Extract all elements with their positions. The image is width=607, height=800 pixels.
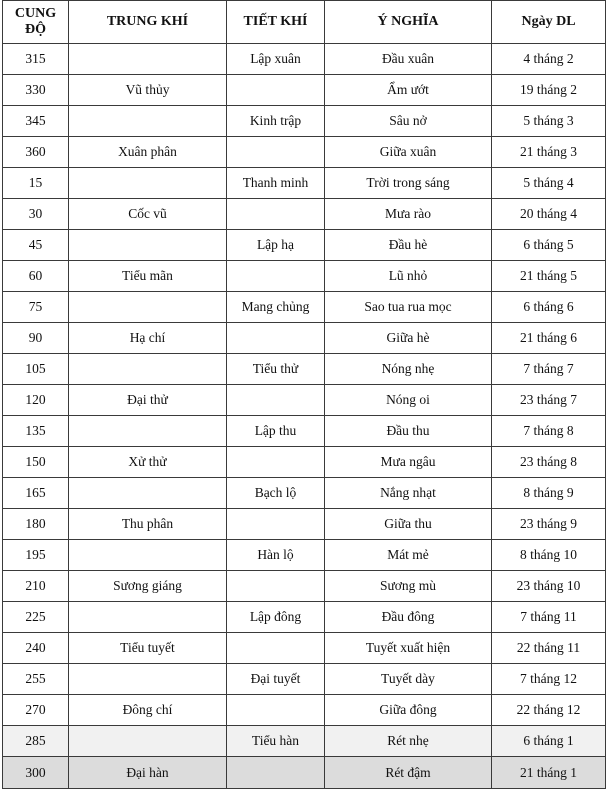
cell-meaning: Tuyết dày bbox=[325, 664, 492, 695]
cell-meaning: Đầu hè bbox=[325, 230, 492, 261]
cell-meaning: Lũ nhỏ bbox=[325, 261, 492, 292]
cell-trung-khi bbox=[69, 602, 227, 633]
cell-tiet-khi: Lập xuân bbox=[227, 44, 325, 75]
cell-tiet-khi bbox=[227, 447, 325, 478]
table-row bbox=[3, 44, 606, 75]
cell-tiet-khi: Thanh minh bbox=[227, 168, 325, 199]
cell-tiet-khi bbox=[227, 261, 325, 292]
cell-tiet-khi: Hàn lộ bbox=[227, 540, 325, 571]
table-row bbox=[3, 757, 606, 789]
table-row bbox=[3, 199, 606, 230]
cell-meaning: Tuyết xuất hiện bbox=[325, 633, 492, 664]
header-cung-do: CUNG ĐỘ bbox=[3, 1, 69, 44]
cell-meaning: Giữa hè bbox=[325, 323, 492, 354]
cell-trung-khi bbox=[69, 540, 227, 571]
cell-degree: 210 bbox=[3, 571, 69, 602]
cell-trung-khi bbox=[69, 354, 227, 385]
cell-date: 21 tháng 3 bbox=[492, 137, 606, 168]
cell-date: 19 tháng 2 bbox=[492, 75, 606, 106]
cell-meaning: Mát mẻ bbox=[325, 540, 492, 571]
cell-tiet-khi: Đại tuyết bbox=[227, 664, 325, 695]
cell-degree: 180 bbox=[3, 509, 69, 540]
cell-degree: 150 bbox=[3, 447, 69, 478]
table-row bbox=[3, 323, 606, 354]
cell-tiet-khi: Tiểu hàn bbox=[227, 726, 325, 757]
cell-trung-khi: Đại hàn bbox=[69, 757, 227, 789]
table-row bbox=[3, 292, 606, 323]
table-row bbox=[3, 447, 606, 478]
cell-tiet-khi bbox=[227, 75, 325, 106]
cell-meaning: Ẩm ướt bbox=[325, 75, 492, 106]
cell-meaning: Rét nhẹ bbox=[325, 726, 492, 757]
cell-date: 8 tháng 9 bbox=[492, 478, 606, 509]
cell-degree: 345 bbox=[3, 106, 69, 137]
cell-meaning: Đầu xuân bbox=[325, 44, 492, 75]
table-row bbox=[3, 75, 606, 106]
cell-trung-khi bbox=[69, 168, 227, 199]
table-row bbox=[3, 695, 606, 726]
cell-meaning: Đầu thu bbox=[325, 416, 492, 447]
header-trung-khi: TRUNG KHÍ bbox=[69, 1, 227, 44]
table-row bbox=[3, 354, 606, 385]
cell-meaning: Giữa xuân bbox=[325, 137, 492, 168]
cell-date: 7 tháng 7 bbox=[492, 354, 606, 385]
table-body bbox=[3, 44, 606, 789]
cell-degree: 240 bbox=[3, 633, 69, 664]
cell-trung-khi bbox=[69, 230, 227, 261]
cell-degree: 45 bbox=[3, 230, 69, 261]
table-row bbox=[3, 664, 606, 695]
cell-tiet-khi: Tiểu thử bbox=[227, 354, 325, 385]
cell-meaning: Nóng nhẹ bbox=[325, 354, 492, 385]
cell-trung-khi: Thu phân bbox=[69, 509, 227, 540]
cell-tiet-khi bbox=[227, 695, 325, 726]
cell-degree: 15 bbox=[3, 168, 69, 199]
cell-degree: 60 bbox=[3, 261, 69, 292]
cell-trung-khi: Hạ chí bbox=[69, 323, 227, 354]
cell-degree: 75 bbox=[3, 292, 69, 323]
cell-trung-khi bbox=[69, 292, 227, 323]
cell-tiet-khi bbox=[227, 323, 325, 354]
cell-meaning: Mưa ngâu bbox=[325, 447, 492, 478]
table-row bbox=[3, 106, 606, 137]
header-row bbox=[3, 1, 606, 44]
cell-tiet-khi: Lập thu bbox=[227, 416, 325, 447]
cell-degree: 360 bbox=[3, 137, 69, 168]
cell-degree: 105 bbox=[3, 354, 69, 385]
cell-date: 23 tháng 7 bbox=[492, 385, 606, 416]
header-y-nghia: Ý NGHĨA bbox=[325, 1, 492, 44]
cell-degree: 225 bbox=[3, 602, 69, 633]
cell-tiet-khi: Lập hạ bbox=[227, 230, 325, 261]
cell-date: 7 tháng 11 bbox=[492, 602, 606, 633]
cell-degree: 315 bbox=[3, 44, 69, 75]
cell-trung-khi: Xử thử bbox=[69, 447, 227, 478]
cell-meaning: Sao tua rua mọc bbox=[325, 292, 492, 323]
table-row bbox=[3, 726, 606, 757]
cell-tiet-khi bbox=[227, 633, 325, 664]
table-row bbox=[3, 137, 606, 168]
cell-meaning: Nắng nhạt bbox=[325, 478, 492, 509]
cell-degree: 30 bbox=[3, 199, 69, 230]
table-row bbox=[3, 633, 606, 664]
cell-trung-khi: Sương giáng bbox=[69, 571, 227, 602]
cell-meaning: Giữa thu bbox=[325, 509, 492, 540]
cell-meaning: Sâu nở bbox=[325, 106, 492, 137]
cell-tiet-khi bbox=[227, 137, 325, 168]
cell-trung-khi: Đông chí bbox=[69, 695, 227, 726]
cell-date: 22 tháng 12 bbox=[492, 695, 606, 726]
cell-trung-khi bbox=[69, 106, 227, 137]
cell-date: 23 tháng 9 bbox=[492, 509, 606, 540]
header-tiet-khi: TIẾT KHÍ bbox=[227, 1, 325, 44]
cell-trung-khi bbox=[69, 478, 227, 509]
cell-date: 23 tháng 8 bbox=[492, 447, 606, 478]
cell-trung-khi: Xuân phân bbox=[69, 137, 227, 168]
table-row bbox=[3, 571, 606, 602]
cell-tiet-khi bbox=[227, 571, 325, 602]
cell-date: 6 tháng 5 bbox=[492, 230, 606, 261]
cell-trung-khi: Đại thử bbox=[69, 385, 227, 416]
cell-degree: 195 bbox=[3, 540, 69, 571]
header-ngay-dl: Ngày DL bbox=[492, 1, 606, 44]
cell-trung-khi: Vũ thủy bbox=[69, 75, 227, 106]
cell-degree: 255 bbox=[3, 664, 69, 695]
table-row bbox=[3, 602, 606, 633]
table-row bbox=[3, 385, 606, 416]
cell-degree: 165 bbox=[3, 478, 69, 509]
cell-trung-khi bbox=[69, 726, 227, 757]
cell-degree: 285 bbox=[3, 726, 69, 757]
cell-date: 5 tháng 4 bbox=[492, 168, 606, 199]
cell-date: 21 tháng 1 bbox=[492, 757, 606, 789]
cell-trung-khi: Tiểu mãn bbox=[69, 261, 227, 292]
cell-date: 6 tháng 1 bbox=[492, 726, 606, 757]
cell-meaning: Rét đậm bbox=[325, 757, 492, 789]
cell-date: 6 tháng 6 bbox=[492, 292, 606, 323]
cell-trung-khi: Tiểu tuyết bbox=[69, 633, 227, 664]
cell-meaning: Giữa đông bbox=[325, 695, 492, 726]
cell-meaning: Đầu đông bbox=[325, 602, 492, 633]
cell-date: 4 tháng 2 bbox=[492, 44, 606, 75]
cell-date: 7 tháng 12 bbox=[492, 664, 606, 695]
solar-terms-table bbox=[2, 0, 606, 789]
table-row bbox=[3, 478, 606, 509]
cell-tiet-khi bbox=[227, 757, 325, 789]
cell-tiet-khi: Lập đông bbox=[227, 602, 325, 633]
cell-degree: 135 bbox=[3, 416, 69, 447]
cell-tiet-khi: Bạch lộ bbox=[227, 478, 325, 509]
table-row bbox=[3, 168, 606, 199]
cell-meaning: Sương mù bbox=[325, 571, 492, 602]
cell-date: 23 tháng 10 bbox=[492, 571, 606, 602]
cell-date: 5 tháng 3 bbox=[492, 106, 606, 137]
cell-meaning: Nóng oi bbox=[325, 385, 492, 416]
cell-tiet-khi bbox=[227, 385, 325, 416]
cell-meaning: Trời trong sáng bbox=[325, 168, 492, 199]
cell-trung-khi bbox=[69, 664, 227, 695]
cell-trung-khi bbox=[69, 416, 227, 447]
cell-trung-khi bbox=[69, 44, 227, 75]
cell-date: 21 tháng 6 bbox=[492, 323, 606, 354]
table-row bbox=[3, 416, 606, 447]
cell-trung-khi: Cốc vũ bbox=[69, 199, 227, 230]
cell-degree: 300 bbox=[3, 757, 69, 789]
cell-date: 20 tháng 4 bbox=[492, 199, 606, 230]
cell-meaning: Mưa rào bbox=[325, 199, 492, 230]
cell-degree: 90 bbox=[3, 323, 69, 354]
cell-degree: 270 bbox=[3, 695, 69, 726]
cell-degree: 120 bbox=[3, 385, 69, 416]
cell-date: 21 tháng 5 bbox=[492, 261, 606, 292]
cell-tiet-khi bbox=[227, 199, 325, 230]
table-row bbox=[3, 540, 606, 571]
cell-date: 7 tháng 8 bbox=[492, 416, 606, 447]
cell-date: 22 tháng 11 bbox=[492, 633, 606, 664]
table-row bbox=[3, 509, 606, 540]
table-row bbox=[3, 261, 606, 292]
cell-tiet-khi: Mang chủng bbox=[227, 292, 325, 323]
cell-degree: 330 bbox=[3, 75, 69, 106]
cell-date: 8 tháng 10 bbox=[492, 540, 606, 571]
cell-tiet-khi: Kinh trập bbox=[227, 106, 325, 137]
cell-tiet-khi bbox=[227, 509, 325, 540]
table-row bbox=[3, 230, 606, 261]
